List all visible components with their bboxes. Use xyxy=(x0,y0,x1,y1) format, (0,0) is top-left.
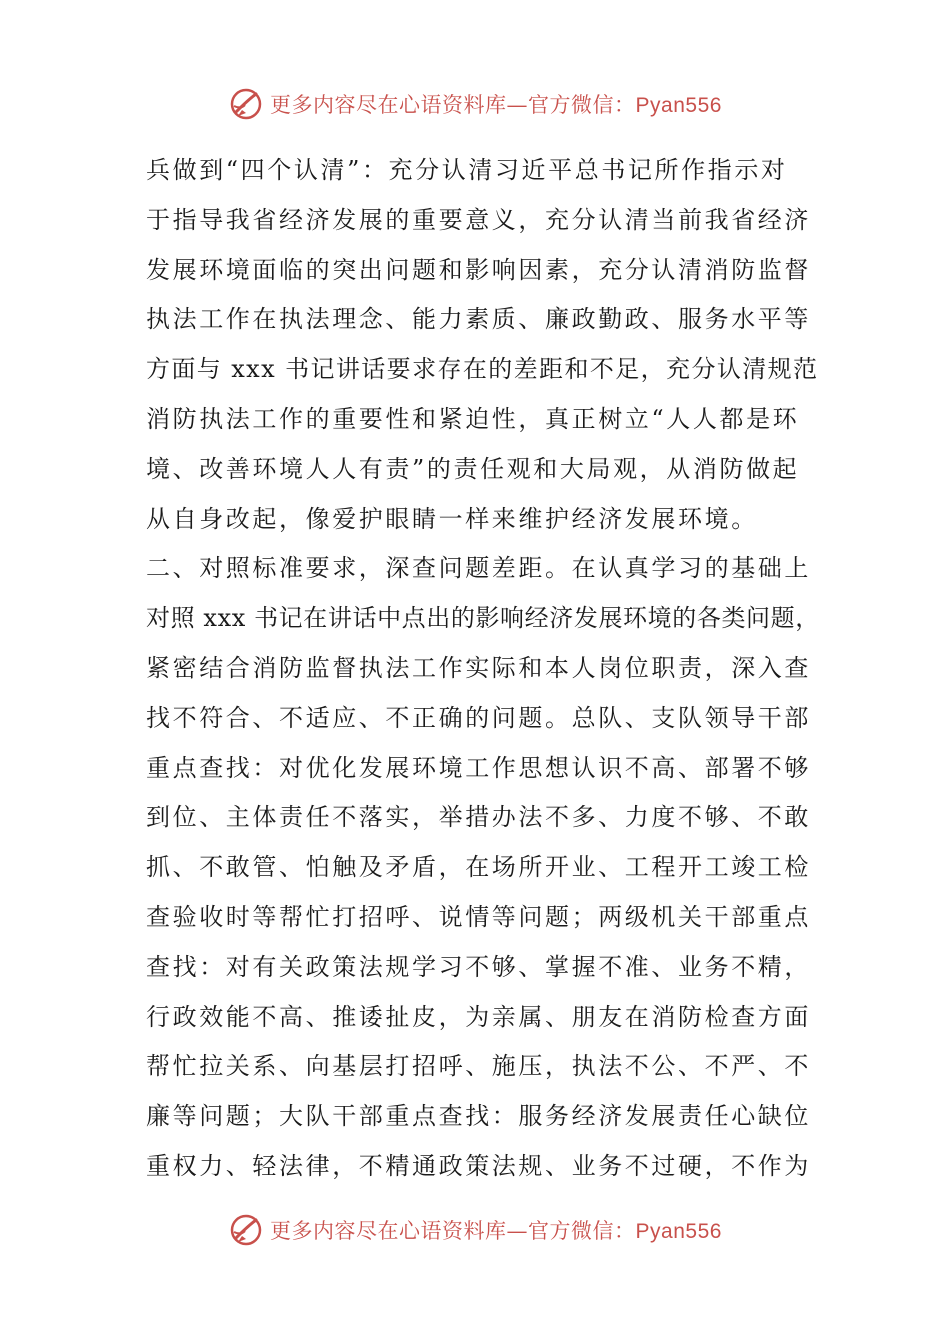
text-line: 于指导我省经济发展的重要意义，充分认清当前我省经济 xyxy=(146,205,811,234)
text-line: 对照 xxx 书记在讲话中点出的影响经济发展环境的各类问题， xyxy=(146,604,820,633)
text-line: 查验收时等帮忙打招呼、说情等问题；两级机关干部重点 xyxy=(146,902,811,931)
text-line: 抓、不敢管、怕触及矛盾，在场所开业、工程开工竣工检 xyxy=(146,853,811,882)
text-line: 廉等问题；大队干部重点查找：服务经济发展责任心缺位 xyxy=(146,1102,811,1131)
text-line: 查找：对有关政策法规学习不够、掌握不准、业务不精， xyxy=(146,952,811,981)
text-line: 兵做到“四个认清”：充分认清习近平总书记所作指示对 xyxy=(146,156,788,184)
text-line: 到位、主体责任不落实，举措办法不多、力度不够、不敢 xyxy=(146,803,811,832)
pen-logo-icon xyxy=(228,86,264,122)
watermark-wechat-id: Pyan556 xyxy=(635,1220,722,1243)
text-line: 发展环境面临的突出问题和影响因素，充分认清消防监督 xyxy=(146,255,811,284)
text-line: 帮忙拉关系、向基层打招呼、施压，执法不公、不严、不 xyxy=(146,1052,811,1081)
watermark-banner-top xyxy=(0,84,950,124)
pen-logo-icon xyxy=(228,1212,264,1248)
text-line: 消防执法工作的重要性和紧迫性，真正树立“人人都是环 xyxy=(146,404,800,433)
text-line: 重权力、轻法律，不精通政策法规、业务不过硬，不作为 xyxy=(146,1151,811,1180)
watermark-banner-bottom xyxy=(0,1210,950,1250)
text-line: 执法工作在执法理念、能力素质、廉政勤政、服务水平等 xyxy=(146,305,811,334)
watermark-label: 更多内容尽在心语资料库—官方微信： xyxy=(270,93,636,117)
watermark-wechat-id: Pyan556 xyxy=(635,94,722,117)
watermark-text xyxy=(270,1215,722,1245)
text-line: 行政效能不高、推诿扯皮，为亲属、朋友在消防检查方面 xyxy=(146,1002,811,1031)
text-line: 方面与 xxx 书记讲话要求存在的差距和不足，充分认清规范 xyxy=(146,355,819,384)
text-line: 境、改善环境人人有责”的责任观和大局观，从消防做起 xyxy=(146,454,800,483)
text-line: 重点查找：对优化发展环境工作思想认识不高、部署不够 xyxy=(146,753,811,782)
watermark-text xyxy=(270,89,722,119)
text-line: 二、对照标准要求，深查问题差距。在认真学习的基础上 xyxy=(146,554,811,583)
text-line: 找不符合、不适应、不正确的问题。总队、支队领导干部 xyxy=(146,703,811,732)
text-line: 从自身改起，像爱护眼睛一样来维护经济发展环境。 xyxy=(146,504,758,533)
document-body xyxy=(146,146,820,1192)
text-line: 紧密结合消防监督执法工作实际和本人岗位职责，深入查 xyxy=(146,653,811,682)
watermark-label: 更多内容尽在心语资料库—官方微信： xyxy=(270,1219,636,1243)
